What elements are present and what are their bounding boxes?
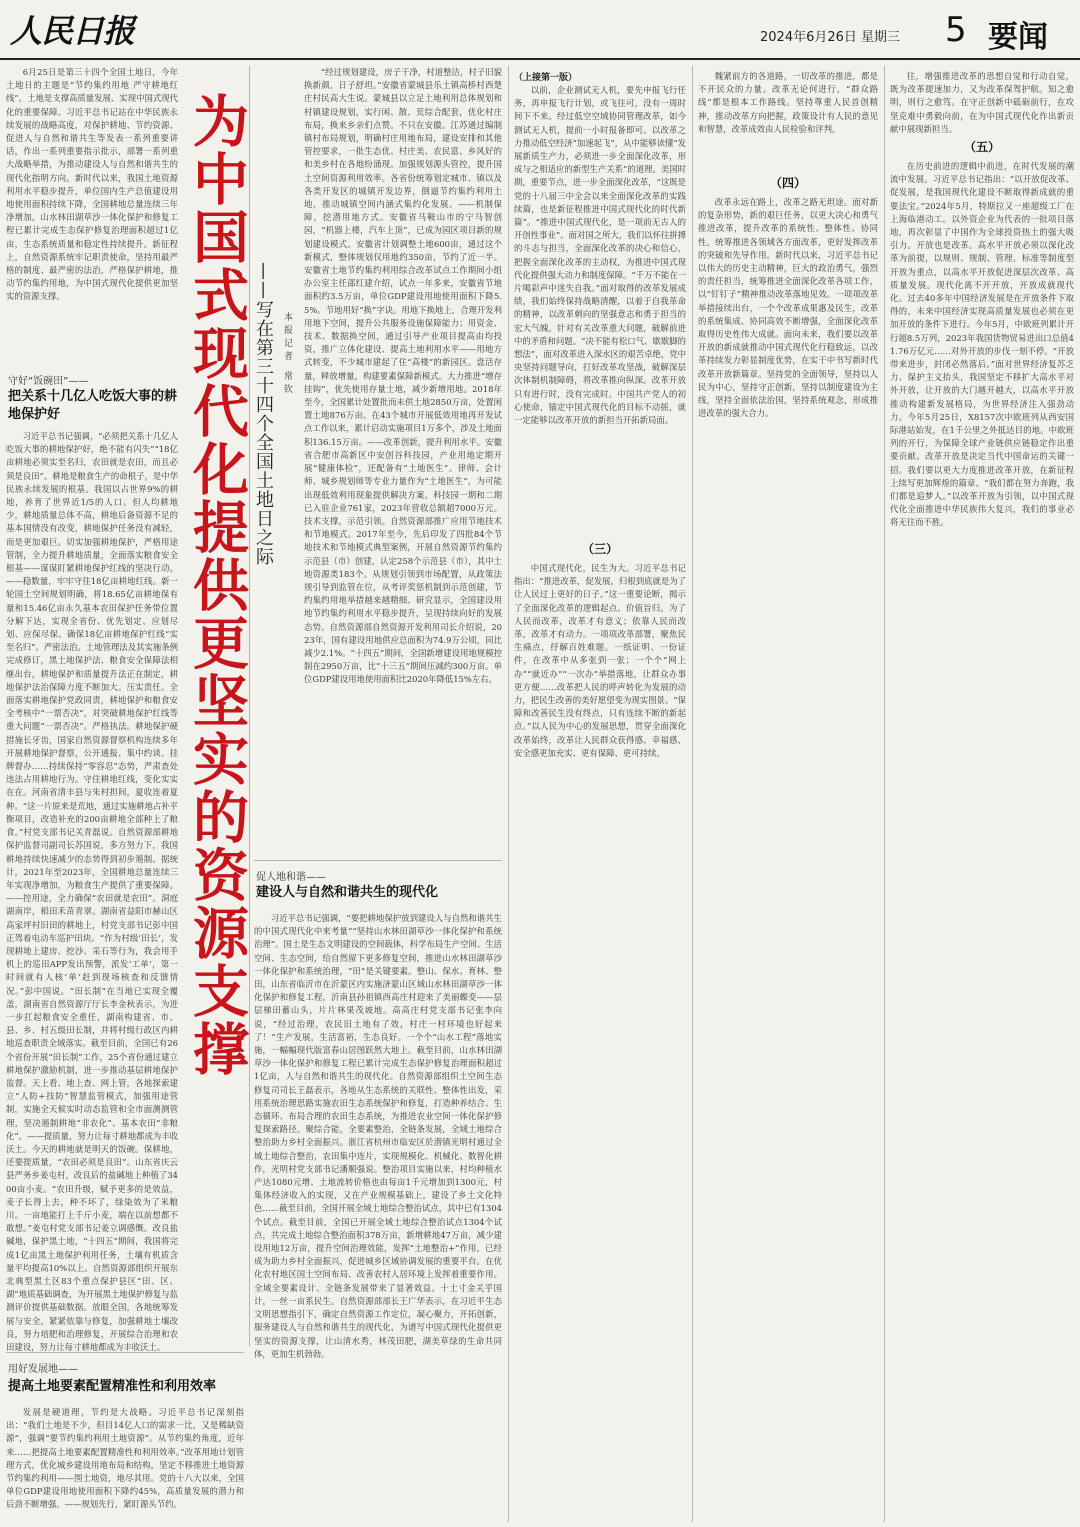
continued-tag: （上接第一版）	[514, 73, 578, 83]
col-divider-2	[508, 66, 509, 1522]
main-col1-paragraph3: 发展是硬道理，节约是大战略。习近平总书记深刻指出：“我们土地是不少，但目14亿人口的需求一比，又是稀缺资源”，强调“要节约集约利用土地资源”。从节约集约角度，近年来……把提高土地要素配置精准性和利用效率。”改革用地计划管理方式，优化城乡建设用地布局和结构，坚定不移推进土地资源节约集约利用——围土地资，地尽其用。党的十八大以来，全国单位GDP建设用地使用面积下降约45%，高质量发展的潜力和后劲不断增强。——规划先行，紧盯源头节约。	[6, 1407, 244, 1510]
main-subheadline: ——写在第三十四个全国土地日之际	[253, 262, 274, 566]
main-headline: 为中国式现代化提供更坚实的资源支撑	[184, 92, 249, 1078]
section-name: 要闻	[988, 20, 1048, 55]
masthead	[0, 0, 1080, 62]
main-byline: 本报记者 常钦	[282, 312, 292, 397]
section-heading-5: （五）	[963, 140, 1000, 154]
main-col2-paragraph: “经过规划建设，房子干净，村道整洁，村子旧貌换新颜，日子舒坦。”安徽省蒙城县乐土镇高桥村西楚庄村民高大生说。蒙城县以立足土地利用总体规划和村镇建设规划，实行闲、散、荒综合配套，优化村庄布局，换来乡亲们点赞。不只在安徽。江苏通过编制镇村布局规划，明确村庄用地布局，建设安排和其他管控要求，一批生态优、村庄美、农民富、乡风好的和美乡村在各地纷涌现。加强规划源头管控，提升国土空间资源利用效率。各省份统筹划定城市、镇以及各类开发区的城镇开发边界，倒逼节约集约利用土地，推动城镇空间内涵式集约化发展。——机制保障，挖潜用地方式。安徽省马鞍山市的宁马智创园，“机器上楼，汽车上顶”，已成为园区项目新的规划建设模式。安徽省计划调整土地600亩，通过这个新模式，整体规划仅用地约350亩，节约了近一半。安徽省土地节约集约利用综合改革试点工作期间小组办公室主任邵红建介绍，试点一年多来，安徽省节地面积约3.5万亩，单位GDP建设用地使用面积下降5.5%。节地用好“换”字诀。用地下换地上，合理开发利用地下空间，提升公共服务设施保障能力；用资金、技术、数据换空间，通过引导产业项目提高由均投资，推广立体化建设、提高土地利用水平——用地方式转变，不少城市建起了住“高楼”的新园区。盘活存量，释放增量，构建要素保障新模式。大力推进“增存挂钩”，优先使用存量土地，减少新增用地。2018年至今，全国累计处置批而未供土地2850万亩，处置闲置土地876万亩。在43个城市开展低效用地再开发试点工作以来，累计启动实施项目1万多个，涉及土地面积136.15万亩。——改革创新，提升利用水平。安徽省合肥市高新区中安创谷科技园，产业用地定期开展“健康体检”，还配备有“土地医生”。律师、会计师、城乡规划师等专业力量作为“土地医生”，为可能出现低效利用现象提供解决方案。科技园一期和二期已入驻企业761家，2023年营收总额超7000万元。技术支撑，示范引领。自然资源部推广应用节地技术和节地模式。2017年至今，先后印发了四批84个节地技术和节地模式典型案例，开展自然资源节约集约示范县（市）创建，认定258个示范县（市），其中土地资源类183个。从规划引领到市场配置，从政策法规引导到监管在位，从考评奖惩机制到示范创建，节约集约用地举措越来越精细、研究显示，全国建设用地节约集约利用水平稳步提升，呈现持续向好的发展态势。自然资源部自然资源开发利用司长介绍说，2023年，国有建设用地供应总面积为74.9万公顷，同比减少2.1%。“十四五”期间，全国新增建设用地规模控制在2950万亩，比“十三五”期间压减约300万亩。单位GDP建设用地使用面积比2020年降低15%左右。	[304, 67, 502, 685]
right-col3-text2	[514, 562, 686, 1522]
col2-divider	[254, 860, 502, 861]
main-col1-paragraph2: 习近平总书记强调，“必须把关系十几亿人吃饭大事的耕地保护好，绝不能有闪失”“18亿亩耕地必须实至名归，农田就是农田，而且必须是良田”。耕地是粮食生产的命根子，是中华民族永续发展的根基。我国以占世界9%的耕地，养育了世界近1/5的人口。但人均耕地少，耕地质量总体不高，耕地后备资源不足的基本国情没有改变，耕地保护任务没有减轻，而是更加艰巨。切实加强耕地保护，严格用途管制，全力提升耕地质量，全面落实粮食安全根基——谋谋盯紧耕地保护红线的坚决行动。——稳数量，牢牢守住18亿亩耕地红线。新一轮国土空间规划明确，将18.65亿亩耕地保有量和15.46亿亩永久基本农田保护任务带位置分解下达，实现全省份、优先划定、应划尽划、应保尽保。确保18亿亩耕地保护红线“实至名归”。严密法治。土地管理法及其实施条例完成修订，黑土地保护法、粮食安全保障法相继出台，耕地保护和质量提升法正在制定，耕地保护法治保障力度不断加大。压实责任。全面落实耕地保护党政同责，耕地保护和粮食安全考核中“一票否决”，对突破耕地保护红线等重大问题“一票否决”。严格执法。耕地保护硬措施长牙齿，国家自然资源督察机构连续多年开展耕地保护督察，公开通报、集中约谈、挂牌督办……持续保持“零容忍”态势，严肃查处违法占用耕地行为。守住耕地红线，变化实实在在。河南省清丰县与朱村担间，夏收连着夏种。“这一片原来是荒地，通过实施耕地占补平衡项目，改造补充的200亩耕地全部种上了粮食。”村党支部书记关青磊说。自然资源部耕地保护监督司副司长苏国说，多方努力下，我国耕地持续快速减少的态势得到初步遏制。据统计，2021年至2023年，全国耕地总量连续三年实现净增加，为粮食生产提供了重要保障。——控用途，全力确保“农田就是农田”。洞庭湖南岸，稻田禾苗青翠。湖南省益阳市赫山区高家坪村旧田的耕地上，村党支部书记彭中国正驾着电动车巡护田块。“作为村级‘田长’，发现耕地上建房、挖沙、采石等行为，我会用手机上的巡田APP发出预警，派发‘工单’，第一时间就有人核‘单’赶到现场核查和反馈情况。”彭中国说。“田长制”在当地已实现全覆盖，湖南省自然资源厅厅长李金秋表示，为进一步扛起粮食安全重任，湖南构建省、市、县、乡、村五级田长制，并将村级行政区内耕地巡查职责全域落实。截至目前，全国已有26个省份开展“田长制”工作，25个省份通过建立耕地保护激励机制，进一步推动基层耕地保护监督。天上看、地上查、网上管，各地探索建立“人防+技防”智慧监管模式，加强用途管制，实施全天候实时动态监管和全市面测测管理，坚决遏制耕地“非农化”、基本农田“非粮化”。——提质量，努力让每寸耕地都成为丰收沃土。今天的耕地就是明天的饭碗。保耕地，还要提质量，“农田必须是良田”。山东省庆云县严务乡姜屯村，改良后的盐碱地上种植了3400亩小麦。“农田升级，赋予更多的是效益，麦子长得上去，种不坏了，绿染效为了米粮川。一亩地能打上千斤小麦，端在以前想都不敢想。”姜屯村党支部书记姜立调感慨。改良盐碱地，保护黑土地，“十四五”期间，我国将完成1亿亩黑土地保护利用任务，土壤有机质含量平均提高10%以上。自然资源部组织开展东北典型黑土区83个重点保护县区“田、区、湖”地质基础调查，为开展黑土地保护修复与监测评价提供基础数据。放眼全国，各地统筹发展与安全，紧紧依靠与修复，加强耕地土壤改良，努力培肥和治理修复，开展综合治理和农田建设，努力让每寸耕地都成为丰收沃土。	[6, 431, 178, 1353]
issue-date: 2024年6月26日 星期三	[760, 30, 901, 45]
main-col2-text2	[254, 912, 502, 1522]
main-col1-text3	[6, 1406, 244, 1522]
col2-kicker: 促人地和谐——	[256, 872, 326, 883]
right-col4-paragraph2: 改革永远在路上，改革之路无坦途。面对新的复杂形势，新的艰巨任务，以更大决心和勇气推进改革，提升改革的系统性、整体性、协同性，统筹推进各领域各方面改革，更好发挥改革的突破和先导作用。新时代以来，习近平总书记以伟大的历史主动精神，巨大的政治勇气，强烈的责任担当，统筹推进全面深化改革各项工作，以“钉钉子”精神推动改革落地见效。一项项改革举措接续出台，一个个改革成果惠及民生，改革的系统集成、协同高效不断增强，全面深化改革取得历史性伟大成就。面向未来，我们要以改革开放的新成就推动中国式现代化行稳致远，以改革持续发力彰显制度优势，在实干中书写新时代改革开放新篇章。坚持党的全面领导，坚持以人民为中心，坚持守正创新，坚持以制度建设为主线，坚持全面依法治国，坚持系统观念，形成推进改革的强大合力。	[698, 197, 878, 419]
col-divider-1	[249, 66, 250, 1346]
right-col3-paragraph: 以前，企业测试无人机，要先申报飞行任务，再申报飞行计划，或飞往可，没有一周时间下不来。经过低空空域协同管理改革，如今测试无人机，提前一小时报备即可。以改革之力推动低空经济“加速起飞”，从中能够读懂“发展新质生产力，必须进一步全面深化改革，形成与之相适应的新型生产关系”的道理。美国时期，重要节点，进一步全面深化改革，“这既是党的十八届三中全会以来全面深化改革的实践续篇，也是新征程推进中国式现代化的时代新篇”。“推进中国式现代化，是一项前无古人的开创性事业”。面对国之所大，我们以怀往拼搏的斗志与担当，全面深化改革的决心和信心，把握全面深化改革的主动权，为推进中国式现代化提供强大动力和制度保障。“千万不能在一片喝彩声中迷失自我。”面对取得的改革发展成绩，我们始终保持战略清醒，以着于自我革命的精神，以改革刺向的坚强意志和勇于担当的宏大气魄，针对有关改革重大问题，破解前进中的矛盾和问题。“决不能有松口气、歇歇脚的想法”，面对改革进入深水区的艰苦卓绝，党中央坚持问题导向，打好改革攻坚战，破解深层次体制机制障碍，将改革推向纵深。改革开放只有进行时，没有完成时。中国共产党人的初心使命，锚定中国式现代化的目标不动摇，就一定能够以改革开放的新担当开拓新局面。	[514, 85, 686, 426]
col1-section-title: 把关系十几亿人吃饭大事的耕地保护好	[8, 389, 178, 422]
newspaper-logo: 人民日报	[10, 12, 135, 50]
col2-section-title: 建设人与自然和谐共生的现代化	[256, 885, 439, 900]
col1-section-title2: 提高土地要素配置精准性和利用效率	[8, 1379, 217, 1394]
section-heading-4: （四）	[769, 176, 806, 190]
col1-kicker: 守好“饭碗田”——	[8, 376, 89, 387]
section-heading-3: （三）	[581, 542, 618, 556]
col1-kicker2: 用好发展地——	[8, 1364, 78, 1375]
right-col3-paragraph2: 中国式现代化，民生为大。习近平总书记指出：“推进改革，促发展，归根到底就是为了让人民过上更好的日子。”这一重要论断，揭示了全面深化改革的逻辑起点、价值旨归。为了人民而改革，改革才有意义；依靠人民而改革，改革才有动力。一项项改革部署，聚焦民生痛点，纾解百姓难题。一纸证明、一份证件，在改革中从多张到一张；一个个“网上办”“就近办”“一次办”举措落地，让群众办事更方便……改革把人民的呼声转化为发展的动力，把民生改善的美好愿望变为现实图景。“保障和改善民生没有终点，只有连续不断的新起点。”以人民为中心的发展思想，贯穿全面深化改革始终，改革让人民群众获得感、幸福感、安全感更加充实、更有保障、更可持续。	[514, 563, 686, 758]
col-divider-3	[692, 66, 693, 1522]
right-col4-paragraph: 魏紧前方的各道路，一切改革的推进，都是不开民众的力量。改革无论何进行，“群众路线”都是根本工作路线。坚持尊重人民首创精神，推动改革方向把握，政策设计有人民的意见和智慧，改革成效由人民检验和评判。	[698, 71, 878, 134]
main-col1-text	[6, 66, 178, 366]
right-col4-text2	[698, 196, 878, 1522]
masthead-rule	[0, 58, 1080, 60]
right-col5-paragraph2: 在历史前进的逻辑中前进，在时代发展的潮流中发展。习近平总书记指出：“以开放促改革、促发展，是我国现代化建设不断取得新成就的重要法宝。”2024年5月，特斯拉又一座超级工厂在上海临港动工。以外资企业为代表的一批项目落地，再次彰显了中国作为全球投资热土的强大吸引力。开放也是改革。高水平开放必须以深化改革为前提，以规则、规制、管理、标准等制度型开放为重点，以高水平开放促进深层次改革、高质量发展。现代化离不开开放，开放成就现代化。过去40多年中国经济发展是在开放条件下取得的，未来中国经济实现高质量发展也必须在更加开放的条件下进行。今年5月，中欧班列累计开行超8.5万列，2023年我国货物贸易进出口总值41.76万亿元……对外开放的步伐一刻不停。“开放带来进步，封闭必然落后。”面对世界经济复苏乏力、保护主义抬头，我国坚定不移扩大高水平对外开放，让开放的大门越开越大，以高水平开放推动构建新发展格局，为世界经济注入强劲动力。今年5月25日，X8157次中欧班列从西安国际港站始发，在1千公里之外抵达目的地。中欧班列的开行，为保障全球产业链供应链稳定作出重要贡献。改革开放是决定当代中国命运的关键一招。我们要以更大力度推进改革开放，在新征程上续写更加辉煌的篇章。“我们都在努力奔跑，我们都是追梦人。”以改革开放为引领，以中国式现代化全面推进中华民族伟大复兴，我们的事业必将无往而不胜。	[890, 161, 1074, 528]
page-number: 5	[945, 10, 967, 50]
col-divider-4	[884, 66, 885, 1522]
main-col2-paragraph2: 习近平总书记强调，“要把耕地保护放到建设人与自然和谐共生的中国式现代化中来考量”“坚持山水林田湖草沙一体化保护和系统治理”。国土是生态文明建设的空间载体，科学布局生产空间、生活空间、生态空间，给自然留下更多修复空间，推进山水林田湖草沙一体化保护和系统治理，“田”是关键要素。整山、保水、育林、整田，山东省临沂市在沂蒙区内实施济蒙山区域山水林田湖草沙一体化保护和修复工程，沂南县孙祖镇西高庄村迎来了美丽蝶变——层层梯田蓄山头，片片林果茂坡地。高高庄村党支部书记张李向说，“经过治理，农民旧土地有了效，村庄一村环境也好起来了！”生产发展，生活富裕，生态良好。一个个“山水工程”落地实施，一幅幅现代版富春山居图跃然大地上。截至目前，山水林田湖草沙一体化保护和修复工程已累计完成生态保护修复治理面积超过1亿亩，人与自然和谐共生的现代化。自然资源部组织土空间生态修复司司长王磊表示，各地从生态系统的关联性、整体性出发，采用系统治理思路实施农田生态系统保护和修复，打造种养结合、生态循环、布局合理的农田生态系统，为推进农业空间一体化保护修复探索路径。聚综合能，全要素整治，全链条发展，全域土地综合整治助力乡村全面振兴。浙江省杭州市临安区於潜镇光明村通过全域土地综合整治，农田集中连片，实现规模化、机械化、数智化耕作，光明村党支部书记潘顺强说。整治项目实施以来，村均种植水产达1080元增、土地流转价格也由每亩1千元增加到1300元，村集体经济收入的实现，又在产业规模基础上，建设了乡土文化特色……截至目前，全国开展全域土地综合整治试点，其中已有1304个试点。截至目前，全国已开展全域土地综合整治试点1304个试点，共完成土地综合整治面积378万亩，新增耕地47万亩，减少建设用地12万亩，提升空间治理效能，发挥“土地整治+”作用，已经成为助力乡村全面振兴，促进城乡区域协调发展的重要平台。在优化农村地区国土空间布局、改善农村人居环境上发挥着重要作用。全域全要素设计、全链条发展带来了显著效益。十士寸金关乎国计，一丝一亩系民生。自然资源部部长王广华表示，在习近平生态文明思想指引下，确定自然资源工作定位，凝心聚力，开拓创新，服务建设人与自然和谐共生的现代化，为谱写中国式现代化提供更坚实的资源支撑，让山清水秀，林茂田肥，湖美草绿的生命共同体，更加生机勃勃。	[254, 913, 502, 1359]
right-col3-text	[514, 84, 686, 524]
main-col1-text2	[6, 430, 178, 1353]
main-col2-text	[254, 66, 502, 942]
col1-divider	[6, 1352, 244, 1353]
right-col5-text	[890, 70, 1074, 134]
right-col5-paragraph: 往，增强推进改革的思想自觉和行动自觉，既为改革提速加力，又为改革保驾护航。知之愈明，则行之愈笃。在守正创新中砥砺前行，在攻坚克难中勇毅向前，在为中国式现代化作出新贡献中展现新担当。	[890, 71, 1074, 134]
right-col5-text2	[890, 160, 1074, 1522]
right-col4-text	[698, 70, 878, 168]
main-col1-paragraph: 6月25日是第三十四个全国土地日，今年土地日的主题是“节约集约用地 严守耕地红线”。土地是支撑高质量发展、实现中国式现代化的重要保障。习近平总书记站在中华民族永续发展的战略高度，对保护耕地、节约资源、促进人与自然和谐共生等发表一系列重要讲话，作出一系列重要指示批示，部署一系列重大战略举措，为推动建设人与自然和谐共生的现代化指明方向。新时代以来，我国土地资源利用水平稳步提升，单位国内生产总值建设用地使用面积持续下降，全国耕地总量连续三年净增加，山水林田湖草沙一体化保护和修复工程已累计完成生态保护修复治理面积超过1亿亩，生态系统质量和稳定性持续提升。新征程上，自然资源系统牢记职责使命，坚持用最严格的制度、最严密的法治，严格保护耕地，推动节约集约用地，为中国式现代化提供更加坚实的资源支撑。	[6, 67, 178, 302]
